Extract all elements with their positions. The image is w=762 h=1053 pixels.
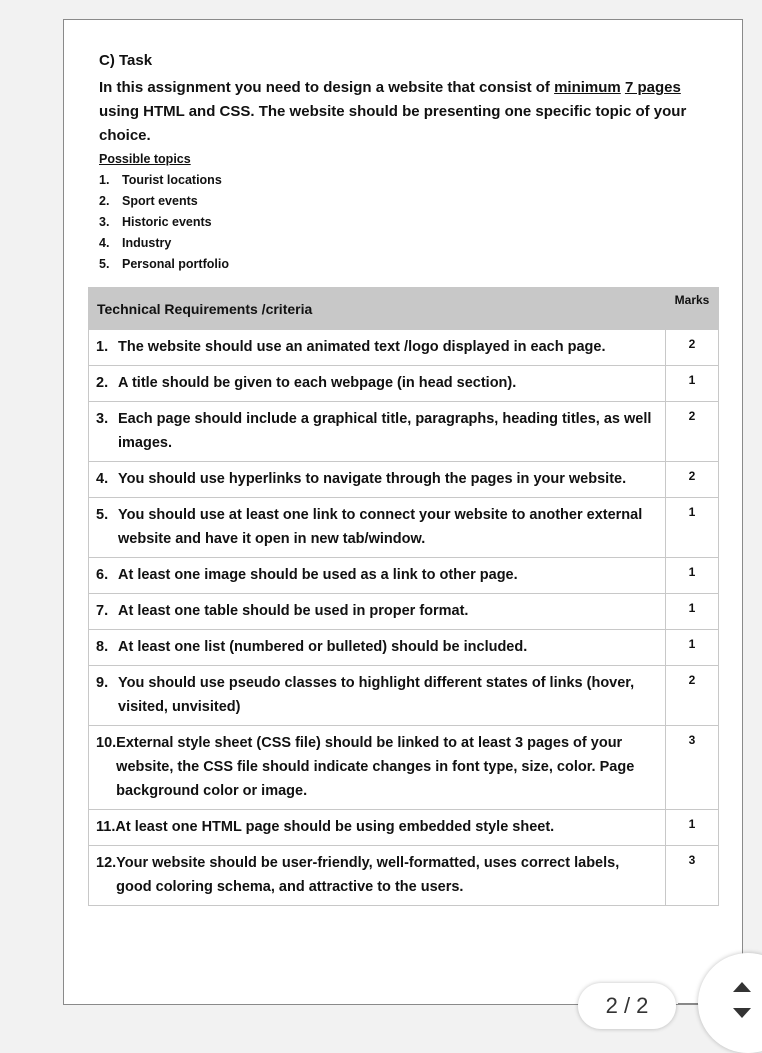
criterion-number: 10. bbox=[96, 735, 117, 751]
document-page bbox=[63, 19, 743, 1005]
criterion-cell bbox=[89, 630, 666, 666]
task-heading: C) Task bbox=[99, 52, 153, 69]
criterion-number: 4. bbox=[96, 471, 109, 487]
criterion-text: At least one list (numbered or bulleted) should be included. bbox=[118, 639, 528, 655]
topic-label: Personal portfolio bbox=[122, 257, 229, 271]
table-row bbox=[89, 726, 719, 810]
marks-cell: 2 bbox=[666, 330, 719, 366]
criterion-cell bbox=[89, 846, 666, 906]
requirements-table bbox=[88, 287, 719, 906]
criterion-number: 2. bbox=[96, 375, 109, 391]
criterion-number: 5. bbox=[96, 507, 109, 523]
marks-cell: 3 bbox=[666, 846, 719, 906]
criterion-text: You should use pseudo classes to highlight different states of links (hover, visited, unvisited) bbox=[118, 675, 635, 715]
criterion-cell bbox=[89, 594, 666, 630]
topic-label: Tourist locations bbox=[122, 173, 222, 187]
table-row bbox=[89, 810, 719, 846]
marks-cell: 1 bbox=[666, 498, 719, 558]
topic-item bbox=[99, 254, 719, 275]
criterion-cell bbox=[89, 330, 666, 366]
criterion-text: Your website should be user-friendly, well-formatted, uses correct labels, good coloring schema, and attractive to the users. bbox=[116, 855, 620, 895]
criterion-cell bbox=[89, 810, 666, 846]
page-nav-connector bbox=[678, 1003, 698, 1004]
topics-list bbox=[99, 170, 719, 275]
criterion-cell bbox=[89, 498, 666, 558]
criterion-number: 9. bbox=[96, 675, 109, 691]
table-row bbox=[89, 594, 719, 630]
topic-label: Sport events bbox=[122, 194, 198, 208]
table-row bbox=[89, 366, 719, 402]
table-row bbox=[89, 558, 719, 594]
marks-cell: 3 bbox=[666, 726, 719, 810]
marks-cell: 2 bbox=[666, 402, 719, 462]
criterion-text: A title should be given to each webpage (in head section). bbox=[118, 375, 517, 391]
topic-item bbox=[99, 170, 719, 191]
table-row bbox=[89, 462, 719, 498]
criterion-number: 12. bbox=[96, 855, 117, 871]
topic-number: 4. bbox=[99, 236, 110, 250]
marks-cell: 2 bbox=[666, 666, 719, 726]
possible-topics-label: Possible topics bbox=[99, 152, 191, 166]
marks-cell: 1 bbox=[666, 810, 719, 846]
criterion-number: 3. bbox=[96, 411, 109, 427]
criterion-cell bbox=[89, 366, 666, 402]
table-row bbox=[89, 630, 719, 666]
intro-underlined-minimum: minimum bbox=[554, 79, 621, 96]
topic-item bbox=[99, 233, 719, 254]
table-row bbox=[89, 498, 719, 558]
marks-cell: 1 bbox=[666, 366, 719, 402]
intro-underlined-pages: 7 pages bbox=[624, 79, 681, 96]
criterion-number: 7. bbox=[96, 603, 109, 619]
task-section bbox=[99, 52, 719, 275]
topic-number: 5. bbox=[99, 257, 110, 271]
scroll-down-icon[interactable] bbox=[733, 1008, 751, 1018]
criterion-text: At least one image should be used as a link to other page. bbox=[118, 567, 518, 583]
marks-cell: 1 bbox=[666, 558, 719, 594]
topic-label: Industry bbox=[122, 236, 172, 250]
criteria-column-header: Technical Requirements /criteria bbox=[89, 288, 666, 330]
topic-number: 1. bbox=[99, 173, 110, 187]
table-row bbox=[89, 402, 719, 462]
criterion-text: Each page should include a graphical title, paragraphs, heading titles, as well images. bbox=[118, 411, 652, 451]
criterion-cell bbox=[89, 402, 666, 462]
criterion-text: The website should use an animated text /logo displayed in each page. bbox=[118, 339, 606, 355]
topic-item bbox=[99, 191, 719, 212]
table-header-row bbox=[89, 288, 719, 330]
intro-text-start: In this assignment you need to design a website that consist of bbox=[99, 79, 555, 96]
topic-item bbox=[99, 212, 719, 233]
criterion-cell bbox=[89, 726, 666, 810]
criterion-cell bbox=[89, 558, 666, 594]
criterion-text: External style sheet (CSS file) should be linked to at least 3 pages of your website, the CSS file should indicate changes in font type, size, color. Page background color or image. bbox=[116, 735, 635, 799]
table-row bbox=[89, 666, 719, 726]
criterion-text: At least one table should be used in proper format. bbox=[118, 603, 469, 619]
page-indicator: 2 / 2 bbox=[578, 983, 676, 1029]
task-intro bbox=[99, 76, 694, 148]
topic-number: 2. bbox=[99, 194, 110, 208]
criterion-cell bbox=[89, 666, 666, 726]
marks-cell: 2 bbox=[666, 462, 719, 498]
criterion-number: 11. bbox=[96, 819, 116, 835]
criterion-text: You should use at least one link to connect your website to another external website and have it open in new tab/window. bbox=[118, 507, 643, 547]
intro-text-end: using HTML and CSS. The website should be presenting one specific topic of your choice. bbox=[99, 103, 687, 144]
marks-cell: 1 bbox=[666, 594, 719, 630]
topic-number: 3. bbox=[99, 215, 110, 229]
criterion-number: 1. bbox=[96, 339, 109, 355]
scroll-up-icon[interactable] bbox=[733, 982, 751, 992]
table-row bbox=[89, 846, 719, 906]
criterion-text: At least one HTML page should be using embedded style sheet. bbox=[115, 819, 555, 835]
table-row bbox=[89, 330, 719, 366]
marks-cell: 1 bbox=[666, 630, 719, 666]
topic-label: Historic events bbox=[122, 215, 212, 229]
criterion-cell bbox=[89, 462, 666, 498]
criterion-number: 8. bbox=[96, 639, 109, 655]
criterion-number: 6. bbox=[96, 567, 109, 583]
criterion-text: You should use hyperlinks to navigate through the pages in your website. bbox=[118, 471, 627, 487]
marks-column-header: Marks bbox=[666, 288, 719, 330]
